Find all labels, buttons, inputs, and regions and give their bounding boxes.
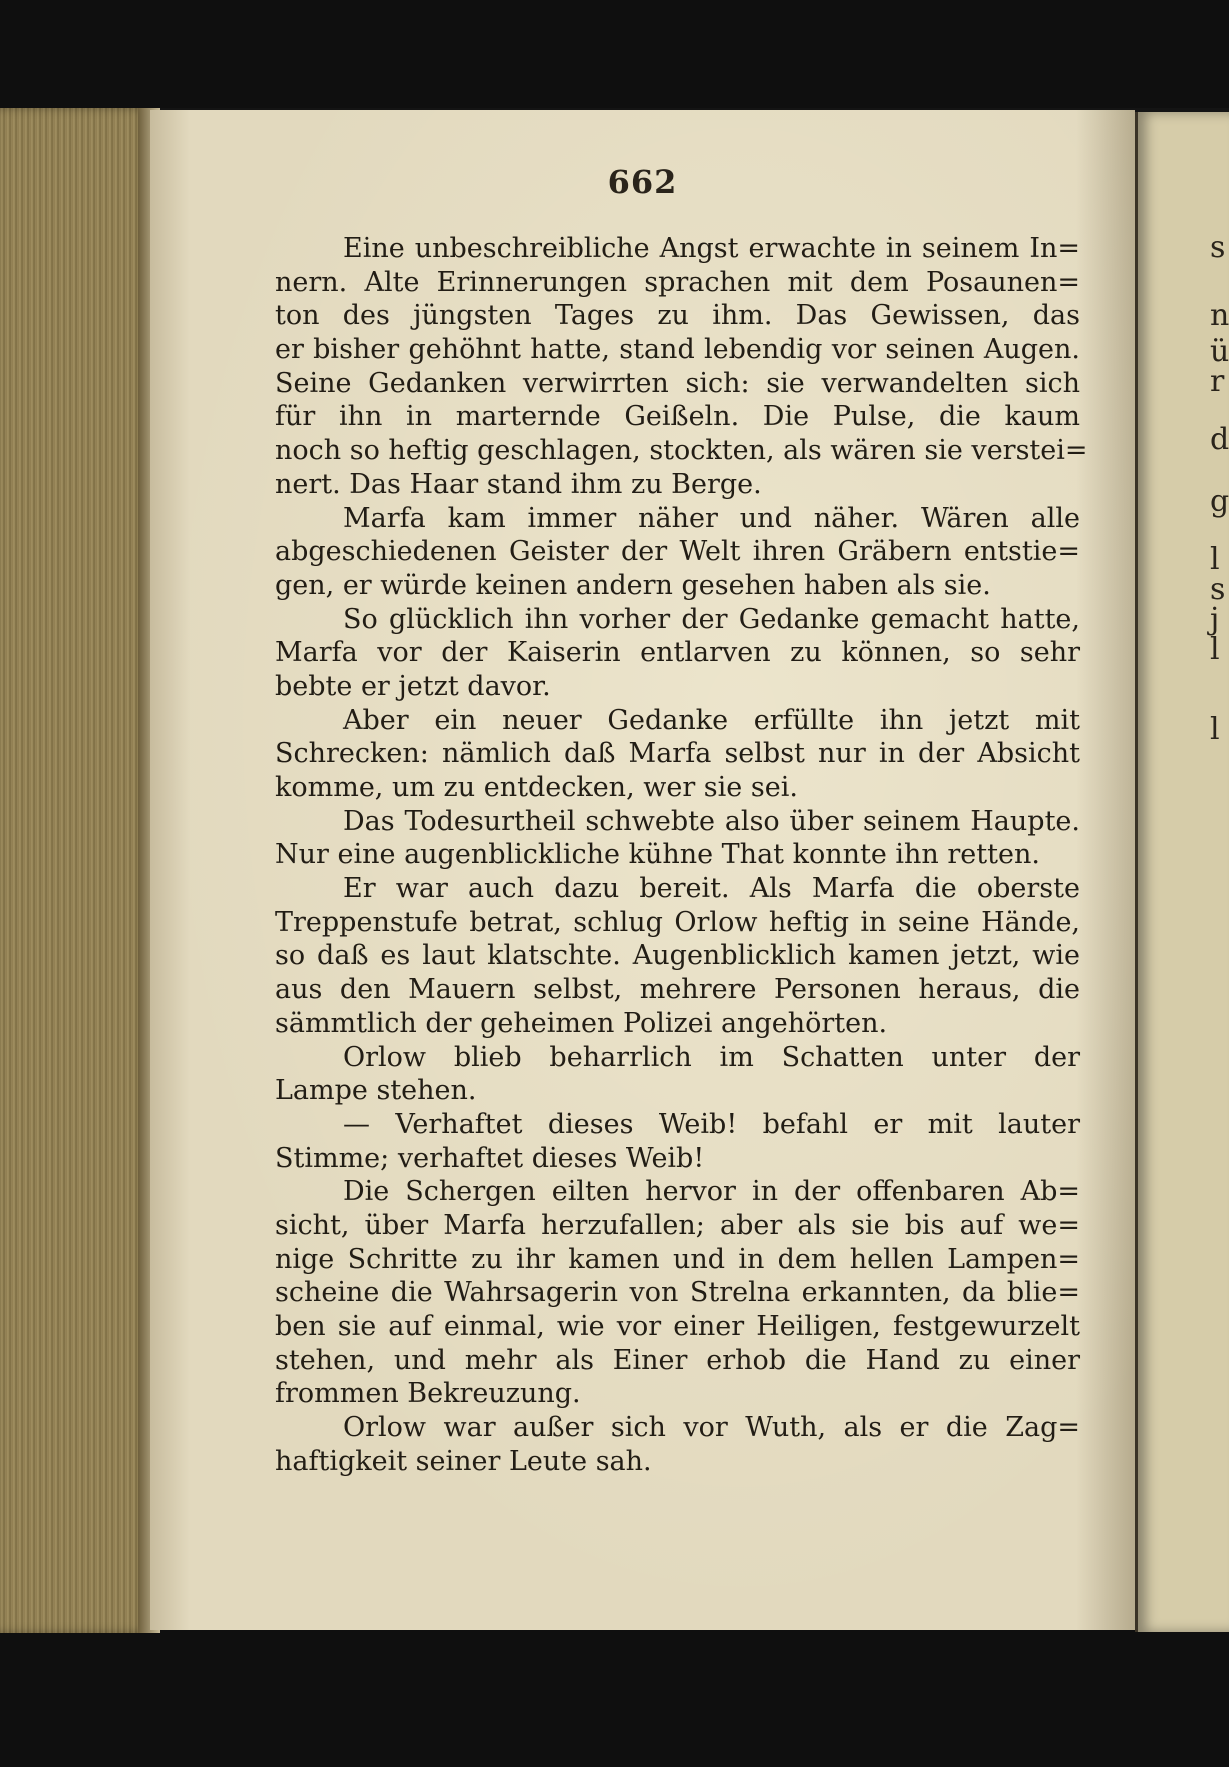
text-line: bebte er jetzt davor. <box>275 670 551 702</box>
text-line: haftigkeit seiner Leute sah. <box>275 1445 652 1477</box>
top-shadow <box>0 0 1229 108</box>
page-edges <box>0 108 150 1633</box>
text-line: Lampe stehen. <box>275 1075 477 1107</box>
facing-page-fragment: n <box>1210 298 1229 333</box>
text-line: sämmtlich der geheimen Polizei angehörten. <box>275 1007 888 1039</box>
facing-page-fragment: l <box>1210 712 1220 747</box>
text-line: Treppenstufe betrat, schlug Orlow heftig in seine Hände, <box>275 906 1080 938</box>
text-line: Marfa kam immer näher und näher. Wären alle <box>343 502 1080 534</box>
facing-page-fragment: r <box>1210 364 1225 399</box>
facing-page-fragment: j <box>1210 602 1220 637</box>
text-line: für ihn in marternde Geißeln. Die Pulse, die kaum <box>275 401 1080 433</box>
text-line: So glücklich ihn vorher der Gedanke gemacht hatte, <box>343 603 1080 635</box>
left-page <box>150 110 1135 1630</box>
text-line: scheine die Wahrsagerin von Strelna erkannten, da blie= <box>275 1277 1080 1309</box>
text-line: Seine Gedanken verwirrten sich: sie verwandelten sich <box>275 367 1080 399</box>
text-line: abgeschiedenen Geister der Welt ihren Gräbern entstie= <box>275 536 1080 568</box>
text-line: frommen Bekreuzung. <box>275 1378 581 1410</box>
text-line: ben sie auf einmal, wie vor einer Heiligen, festgewurzelt <box>275 1311 1080 1342</box>
bottom-shadow <box>0 1630 1229 1767</box>
text-line: Marfa vor der Kaiserin entlarven zu können, so sehr <box>275 637 1080 669</box>
text-line: so daß es laut klatschte. Augenblicklich kamen jetzt, wie <box>275 940 1080 972</box>
text-line: Das Todesurtheil schwebte also über seinem Haupte. <box>343 805 1080 837</box>
text-line: gen, er würde keinen andern gesehen haben als sie. <box>275 569 991 601</box>
body-text <box>275 232 1088 1478</box>
text-line: Schrecken: nämlich daß Marfa selbst nur in der Absicht <box>275 738 1080 770</box>
text-line: Die Schergen eilten hervor in der offenbaren Ab= <box>343 1176 1080 1208</box>
text-line: — Verhaftet dieses Weib! befahl er mit lauter <box>343 1108 1080 1140</box>
text-line: komme, um zu entdecken, wer sie sei. <box>275 772 798 803</box>
text-line: sicht, über Marfa herzufallen; aber als sie bis auf we= <box>275 1209 1080 1241</box>
text-line: Nur eine augenblickliche kühne That konnte ihn retten. <box>275 839 1040 871</box>
text-line: nert. Das Haar stand ihm zu Berge. <box>275 468 762 500</box>
text-line: Eine unbeschreibliche Angst erwachte in seinem In= <box>343 233 1080 264</box>
text-line: Er war auch dazu bereit. Als Marfa die oberste <box>343 873 1080 905</box>
text-line: Orlow war außer sich vor Wuth, als er die Zag= <box>343 1412 1080 1444</box>
facing-page-fragment: d <box>1210 422 1229 457</box>
facing-page-fragment: l <box>1210 632 1220 667</box>
facing-page-fragment: g <box>1210 484 1229 519</box>
text-line: Aber ein neuer Gedanke erfüllte ihn jetzt mit <box>343 704 1080 736</box>
text-line: stehen, und mehr als Einer erhob die Hand zu einer <box>275 1344 1080 1376</box>
facing-page-fragment: s <box>1210 230 1226 265</box>
facing-page-fragment: ü <box>1210 334 1229 369</box>
facing-page <box>1135 112 1229 1632</box>
text-line: er bisher gehöhnt hatte, stand lebendig vor seinen Augen. <box>275 334 1080 366</box>
facing-page-fragment: l <box>1210 542 1220 577</box>
text-line: nige Schritte zu ihr kamen und in dem hellen Lampen= <box>275 1243 1080 1275</box>
text-line: nern. Alte Erinnerungen sprachen mit dem Posaunen= <box>275 266 1080 298</box>
facing-page-fragment: s <box>1210 572 1226 607</box>
text-line: noch so heftig geschlagen, stockten, als wären sie verstei= <box>275 435 1088 467</box>
text-line: Stimme; verhaftet dieses Weib! <box>275 1142 705 1174</box>
text-line: Orlow blieb beharrlich im Schatten unter der <box>343 1041 1080 1073</box>
text-line: aus den Mauern selbst, mehrere Personen heraus, die <box>275 974 1080 1006</box>
text-line: ton des jüngsten Tages zu ihm. Das Gewissen, das <box>275 300 1080 332</box>
page-number: 662 <box>607 163 678 201</box>
